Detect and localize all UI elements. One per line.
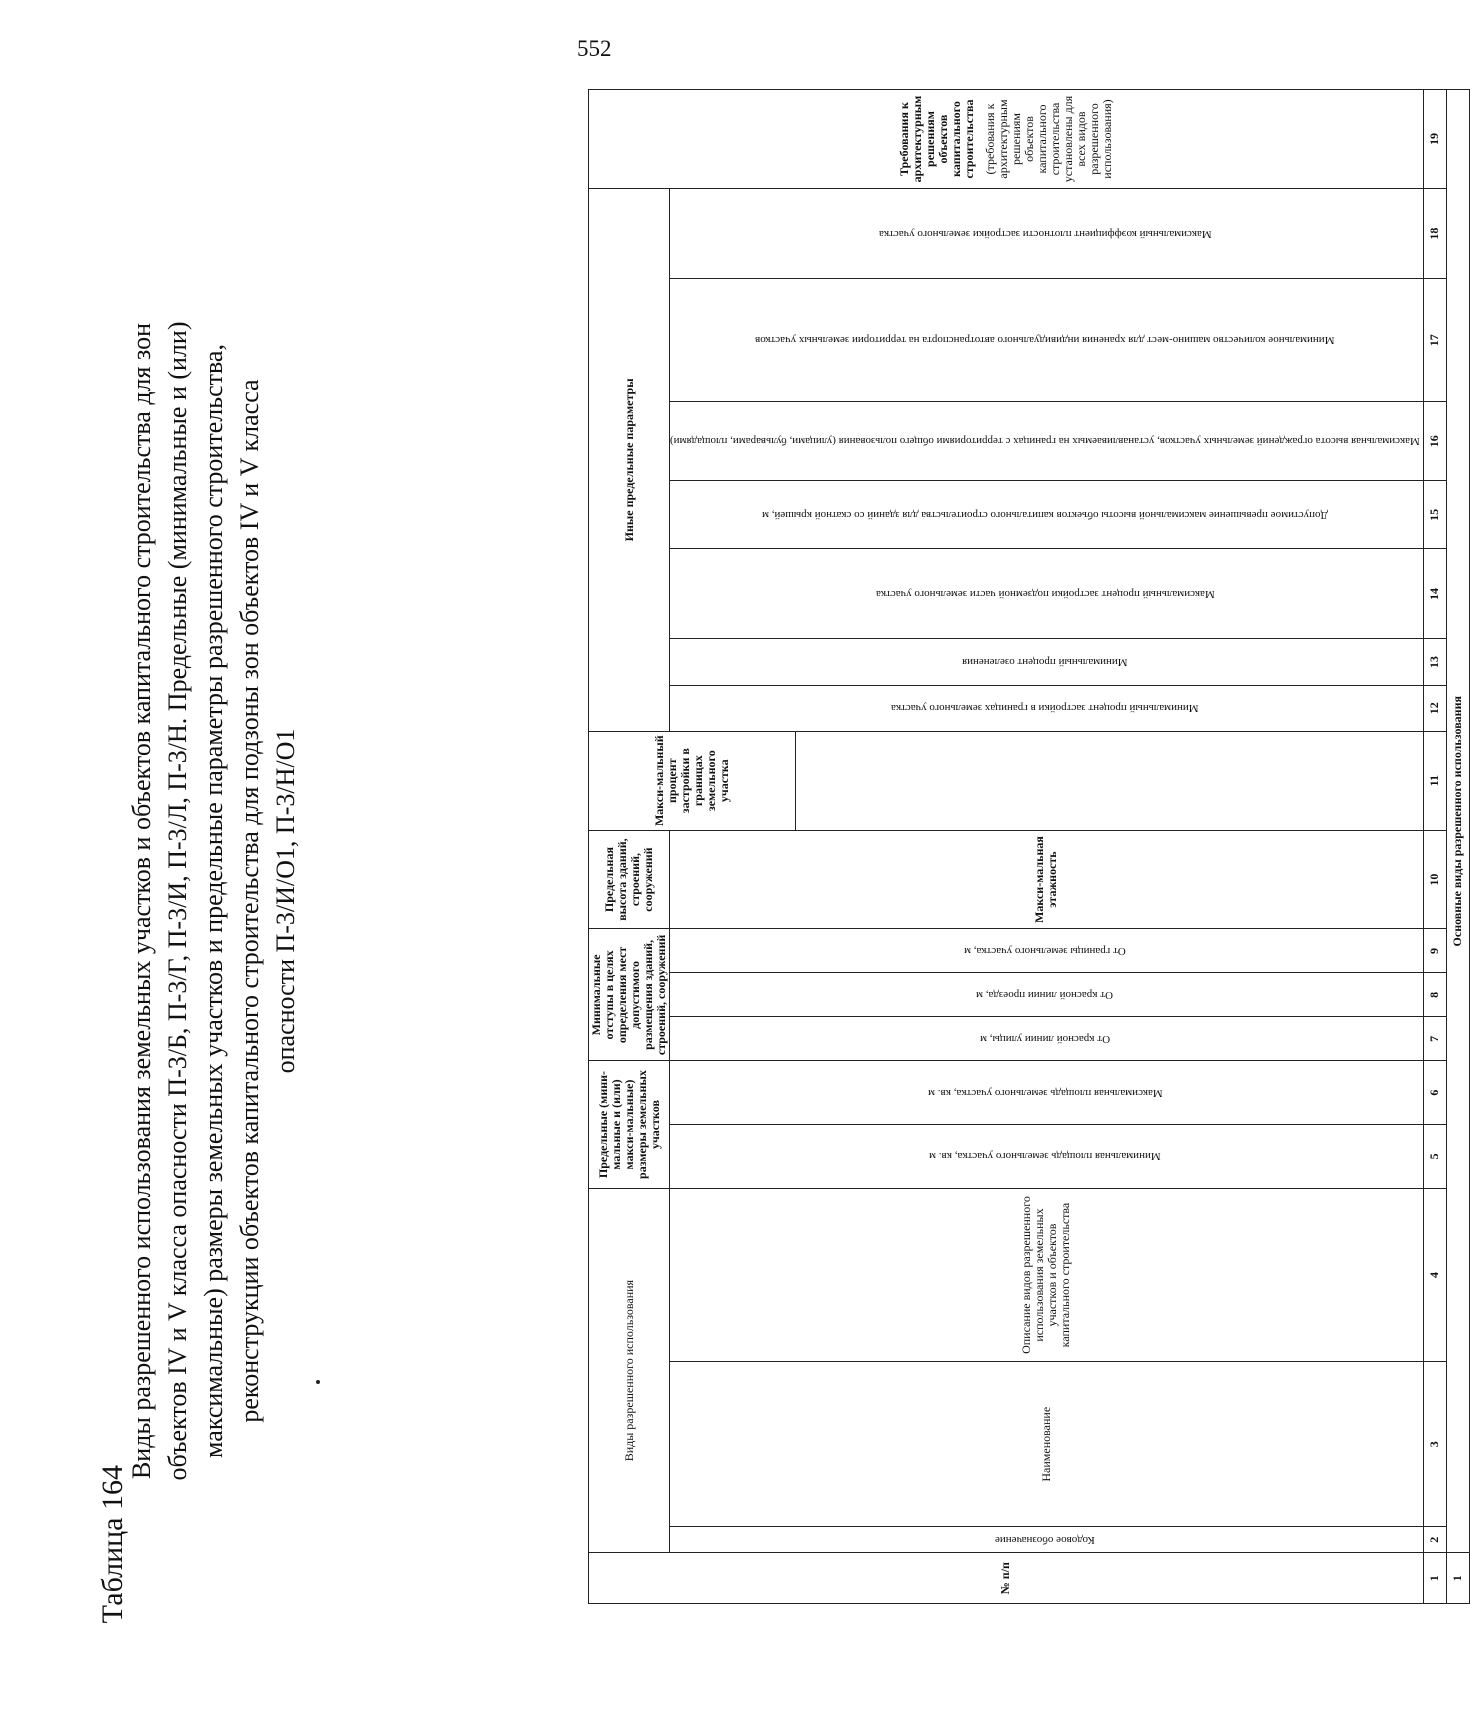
- section-row-no: 1: [1446, 1553, 1469, 1604]
- regulation-table: [588, 89, 1470, 1604]
- col-num: 1: [1423, 1553, 1446, 1604]
- col-num: 13: [1423, 639, 1446, 685]
- section-row: [1446, 90, 1469, 1604]
- col-num: 4: [1423, 1188, 1446, 1362]
- header-fence: Максимальная высота ограждений земельных участков, устанавливаемых на границах с территориями общего пользования (улицами, бульварами, площадями): [670, 402, 1424, 481]
- header-max-pct-cont: [795, 731, 1423, 830]
- header-set-drive: От красной линии проезда, м: [670, 973, 1424, 1017]
- col-num: 19: [1423, 90, 1446, 189]
- header-setback: Минимальные отступы в целях определения мест допустимого размещения зданий, строений, сооружений: [589, 929, 670, 1061]
- header-density: Максимальный коэффициент плотности застройки земельного участка: [670, 189, 1424, 279]
- col-num: 8: [1423, 973, 1446, 1017]
- header-max-area: Максимальная площадь земельного участка, кв. м: [670, 1061, 1424, 1125]
- page-number: 552: [577, 36, 612, 61]
- header-other: Иные предельные параметры: [589, 189, 670, 732]
- col-num: 12: [1423, 685, 1446, 731]
- header-arch-note: (требования к архитектурным решениям объектов капитального строительства установлены для всех видов разрешенного использования): [982, 95, 1114, 183]
- header-desc: Описание видов разрешенного использования земельных участков и объектов капитального строительства: [670, 1188, 1424, 1362]
- header-name: Наименование: [670, 1362, 1424, 1527]
- header-vri: Виды разрешенного использования: [589, 1188, 670, 1553]
- header-no: № п/п: [589, 1553, 1424, 1604]
- col-num: 16: [1423, 402, 1446, 481]
- col-num: 18: [1423, 189, 1446, 279]
- col-num: 2: [1423, 1527, 1446, 1553]
- header-green: Минимальный процент озеленения: [670, 639, 1424, 685]
- header-parking: Минимальное количество машино-мест для хранения индивидуального автотранспорта на территории земельных участков: [670, 279, 1424, 402]
- table-caption: Виды разрешенного использования земельных участков и объектов капитального строительства для зон объектов IV и V класса опасности П-3/Б, П-3/Г, П-3/И, П-3/Л, П-3/Н. Предельные (минимальные и (или) максимальные) размеры земельных участков и предельные параметры разрешенного строительства, реконструкции объектов капитального строительства для подзоны зон объектов IV и V класса опасности П-3/И/О1, П-3/Н/О1: [127, 321, 300, 1481]
- col-num: 6: [1423, 1061, 1446, 1125]
- section-title: Основные виды разрешенного использования: [1446, 90, 1469, 1553]
- header-set-street: От красной линии улицы, м: [670, 1017, 1424, 1061]
- col-num: 3: [1423, 1362, 1446, 1527]
- header-arch-title: Требования к архитектурным решениям объектов капитального строительства: [896, 95, 976, 183]
- col-num: 15: [1423, 481, 1446, 549]
- header-max-pct: Макси-мальный процент застройки в границах земельного участка: [589, 731, 796, 830]
- header-size: Предельные (мини-мальные и (или) макси-мальные) размеры земельных участков: [589, 1061, 670, 1188]
- table-label: Таблица 164: [96, 1465, 129, 1624]
- header-underground: Максимальный процент застройки подземной части земельного участка: [670, 549, 1424, 639]
- header-set-border: От границы земельного участка, м: [670, 929, 1424, 973]
- col-num: 7: [1423, 1017, 1446, 1061]
- header-code: Кодовое обозначение: [670, 1527, 1424, 1553]
- col-num: 11: [1423, 731, 1446, 830]
- col-num: 10: [1423, 830, 1446, 929]
- rotated-page: [68, 85, 1465, 1624]
- header-floors: Макси-мальная этажность: [670, 830, 1424, 929]
- col-num: 9: [1423, 929, 1446, 973]
- header-arch: [589, 90, 1424, 189]
- table-container: [588, 89, 1465, 1604]
- col-num: 14: [1423, 549, 1446, 639]
- header-min-pct: Минимальный процент застройки в границах земельного участка: [670, 685, 1424, 731]
- header-min-area: Минимальная площадь земельного участка, кв. м: [670, 1125, 1424, 1189]
- header-height: Предельная высота зданий, строений, сооружений: [589, 830, 670, 929]
- col-num: 17: [1423, 279, 1446, 402]
- col-num: 5: [1423, 1125, 1446, 1189]
- header-roof: Допустимое превышение максимальной высоты объектов капитального строительства для зданий со скатной крышей, м: [670, 481, 1424, 549]
- column-numbers-row: [1423, 90, 1446, 1604]
